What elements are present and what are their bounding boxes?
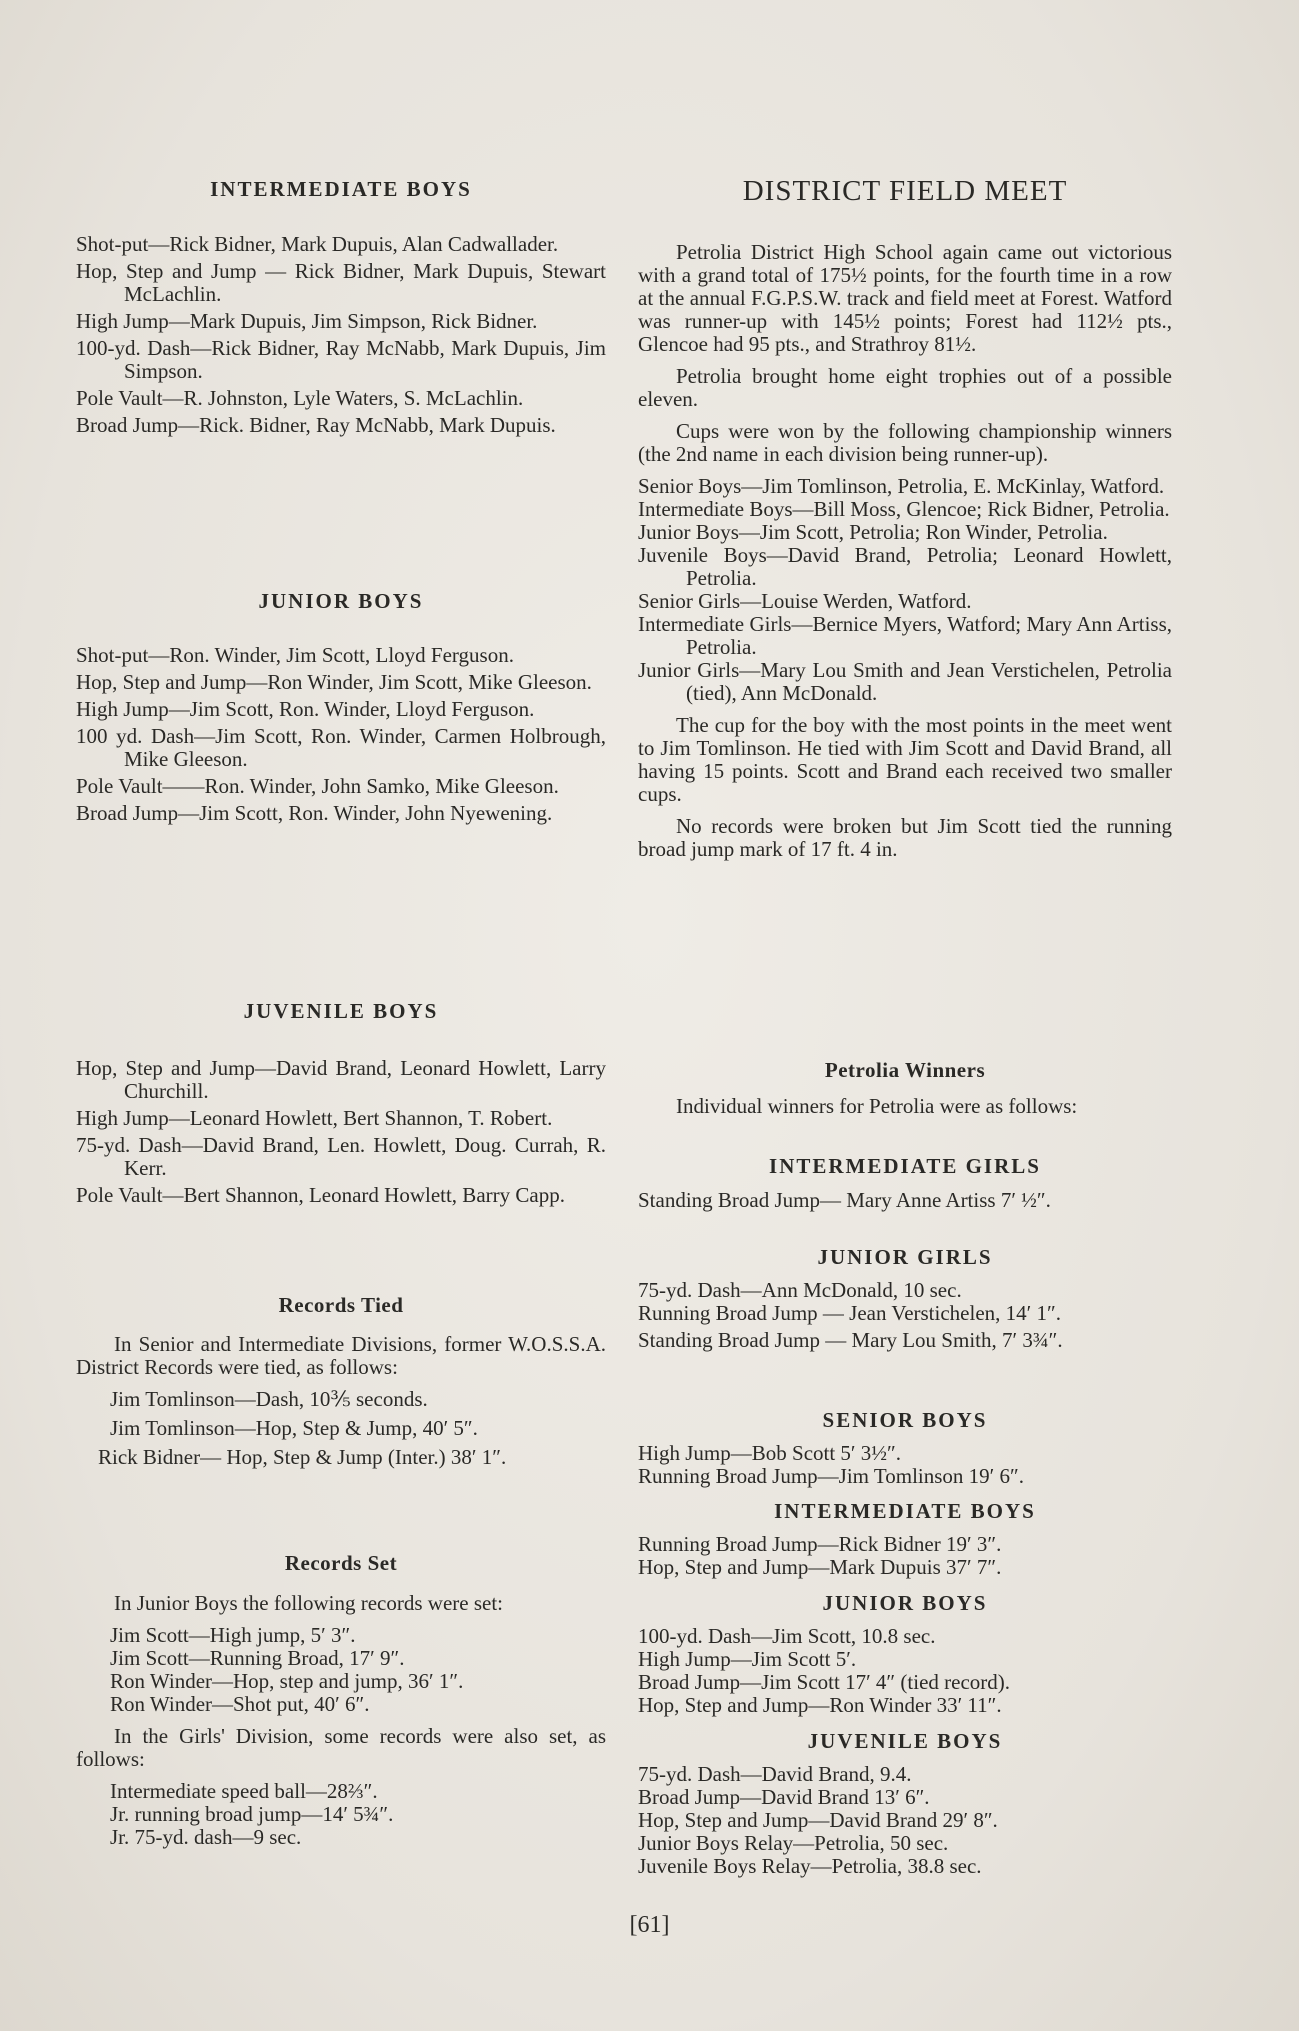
junior-girls-results <box>638 1279 1172 1352</box>
result-entry: High Jump—Leonard Howlett, Bert Shannon, T. Robert. <box>76 1106 553 1130</box>
champion-entry: Senior Boys—Jim Tomlinson, Petrolia, E. McKinlay, Watford. <box>638 474 1165 498</box>
result-entry: Shot-put—Rick Bidner, Mark Dupuis, Alan Cadwallader. <box>76 232 559 256</box>
section-heading: JUNIOR BOYS <box>822 1591 988 1615</box>
records-tied-list <box>76 1388 606 1469</box>
record-item: Jim Scott—Running Broad, 17′ 9″. <box>110 1646 405 1670</box>
junior-boys-petrolia-results <box>638 1625 1172 1717</box>
record-item: Jr. 75-yd. dash—9 sec. <box>110 1825 302 1849</box>
section-heading: Records Set <box>284 1551 398 1575</box>
section-heading: INTERMEDIATE GIRLS <box>769 1154 1041 1178</box>
result-entry: Running Broad Jump—Jim Tomlinson 19′ 6″. <box>638 1464 1025 1488</box>
junior-boys-results <box>76 644 606 829</box>
section-heading: INTERMEDIATE BOYS <box>774 1499 1036 1523</box>
champion-entry: Intermediate Girls—Bernice Myers, Watford; Mary Ann Artiss, Petrolia. <box>638 612 1172 659</box>
result-entry: 75-yd. Dash—David Brand, Len. Howlett, Doug. Currah, R. Kerr. <box>76 1133 606 1180</box>
juvenile-boys-results <box>76 1057 606 1211</box>
champion-entry: Juvenile Boys—David Brand, Petrolia; Leonard Howlett, Petrolia. <box>638 543 1172 590</box>
junior-boys-petrolia-section <box>638 1591 1172 1717</box>
result-entry: Pole Vault—Bert Shannon, Leonard Howlett, Barry Capp. <box>76 1183 565 1207</box>
record-item: Ron Winder—Hop, step and jump, 36′ 1″. <box>110 1669 464 1693</box>
result-entry: Juvenile Boys Relay—Petrolia, 38.8 sec. <box>638 1854 982 1878</box>
result-entry: Shot-put—Ron. Winder, Jim Scott, Lloyd Ferguson. <box>76 643 514 667</box>
section-heading: JUVENILE BOYS <box>243 999 439 1023</box>
result-entry: High Jump—Jim Scott 5′. <box>638 1647 857 1671</box>
section-heading: JUNIOR BOYS <box>258 589 424 613</box>
result-entry: 75-yd. Dash—David Brand, 9.4. <box>638 1762 912 1786</box>
result-entry: Pole Vault—R. Johnston, Lyle Waters, S. McLachlin. <box>76 386 524 410</box>
result-entry: High Jump—Bob Scott 5′ 3½″. <box>638 1441 902 1465</box>
records-set-list <box>76 1624 606 1716</box>
result-entry: Standing Broad Jump— Mary Anne Artiss 7′ ½″. <box>638 1188 1051 1212</box>
result-entry: 100 yd. Dash—Jim Scott, Ron. Winder, Carmen Holbrough, Mike Gleeson. <box>76 724 606 771</box>
champion-entry: Senior Girls—Louise Werden, Watford. <box>638 589 972 613</box>
record-item: Intermediate speed ball—28⅔″. <box>110 1779 378 1803</box>
paragraph: Individual winners for Petrolia were as follows: <box>676 1094 1078 1118</box>
petrolia-winners-section <box>638 1058 1172 1127</box>
result-entry: Running Broad Jump—Rick Bidner 19′ 3″. <box>638 1532 1002 1556</box>
result-entry: Hop, Step and Jump — Rick Bidner, Mark Dupuis, Stewart McLachlin. <box>76 259 606 306</box>
paragraph: In Senior and Intermediate Divisions, former W.O.S.S.A. District Records were tied, as follows: <box>76 1332 606 1379</box>
result-entry: Running Broad Jump — Jean Verstichelen, 14′ 1″. <box>638 1301 1061 1325</box>
result-entry: 100-yd. Dash—Jim Scott, 10.8 sec. <box>638 1624 936 1648</box>
record-item: Jim Scott—High jump, 5′ 3″. <box>110 1623 356 1647</box>
article-title: DISTRICT FIELD MEET <box>742 175 1068 207</box>
section-heading: SENIOR BOYS <box>822 1408 988 1432</box>
paragraph: In the Girls' Division, some records were also set, as follows: <box>76 1724 606 1771</box>
result-entry: Hop, Step and Jump—Ron Winder, Jim Scott, Mike Gleeson. <box>76 670 592 694</box>
result-entry: Broad Jump—Jim Scott, Ron. Winder, John Nyewening. <box>76 801 553 825</box>
records-set-section <box>76 1551 606 1576</box>
paragraph: The cup for the boy with the most points in the meet went to Jim Tomlinson. He tied with Jim Scott and David Brand, all having 15 points. Scott and Brand each received two smaller cups. <box>638 713 1172 806</box>
result-entry: Hop, Step and Jump—David Brand 29′ 8″. <box>638 1808 998 1832</box>
girls-records-list <box>76 1780 606 1849</box>
records-set-body <box>76 1592 606 1849</box>
juvenile-boys-section <box>76 999 606 1024</box>
champion-entry: Junior Girls—Mary Lou Smith and Jean Verstichelen, Petrolia (tied), Ann McDonald. <box>638 658 1172 705</box>
champion-entry: Junior Boys—Jim Scott, Petrolia; Ron Winder, Petrolia. <box>638 520 1108 544</box>
junior-boys-section <box>76 589 606 614</box>
result-entry: Hop, Step and Jump—Mark Dupuis 37′ 7″. <box>638 1555 1002 1579</box>
records-tied-section <box>76 1293 606 1318</box>
section-heading: INTERMEDIATE BOYS <box>210 177 472 201</box>
result-entry: Standing Broad Jump — Mary Lou Smith, 7′ 3¾″. <box>638 1328 1063 1352</box>
champions-list <box>638 475 1172 705</box>
senior-boys-section <box>638 1408 1172 1488</box>
record-item: Ron Winder—Shot put, 40′ 6″. <box>110 1692 370 1716</box>
result-entry: High Jump—Mark Dupuis, Jim Simpson, Rick Bidner. <box>76 309 538 333</box>
intermediate-girls-section <box>638 1154 1172 1216</box>
intermediate-boys-petrolia-section <box>638 1499 1172 1579</box>
result-entry: 100-yd. Dash—Rick Bidner, Ray McNabb, Mark Dupuis, Jim Simpson. <box>76 336 606 383</box>
article-title-block <box>638 175 1172 208</box>
juvenile-boys-petrolia-results <box>638 1763 1172 1878</box>
paragraph: Cups were won by the following championship winners (the 2nd name in each division being runner-up). <box>638 419 1172 466</box>
paragraph: Petrolia District High School again came out victorious with a grand total of 175½ points, for the fourth time in a row at the annual F.G.P.S.W. track and field meet at Forest. Watford was runner-up with 145½ points; Forest had 112½ pts., Glencoe had 95 pts., and Strathroy 81½. <box>638 240 1172 356</box>
result-entry: Broad Jump—Rick. Bidner, Ray McNabb, Mark Dupuis. <box>76 413 556 437</box>
result-entry: High Jump—Jim Scott, Ron. Winder, Lloyd Ferguson. <box>76 697 535 721</box>
article-intro <box>638 241 1172 870</box>
page-number: [61] <box>629 1912 670 1938</box>
result-entry: 75-yd. Dash—Ann McDonald, 10 sec. <box>638 1278 962 1302</box>
record-item: Jim Tomlinson—Dash, 10⅗ seconds. <box>110 1387 428 1411</box>
paragraph: Petrolia brought home eight trophies out of a possible eleven. <box>638 364 1172 411</box>
paragraph: No records were broken but Jim Scott tied the running broad jump mark of 17 ft. 4 in. <box>638 814 1172 861</box>
section-heading: Petrolia Winners <box>824 1058 986 1082</box>
record-item: Rick Bidner— Hop, Step & Jump (Inter.) 38′ 1″. <box>98 1445 507 1469</box>
juvenile-boys-petrolia-section <box>638 1729 1172 1878</box>
senior-boys-results <box>638 1442 1172 1488</box>
result-entry: Junior Boys Relay—Petrolia, 50 sec. <box>638 1831 949 1855</box>
result-entry: Broad Jump—Jim Scott 17′ 4″ (tied record). <box>638 1670 1011 1694</box>
result-entry: Pole Vault——Ron. Winder, John Samko, Mike Gleeson. <box>76 774 559 798</box>
paragraph: In Junior Boys the following records were set: <box>114 1591 504 1615</box>
intermediate-boys-section <box>76 177 606 202</box>
result-entry: Hop, Step and Jump—David Brand, Leonard Howlett, Larry Churchill. <box>76 1056 606 1103</box>
section-heading: JUNIOR GIRLS <box>817 1245 993 1269</box>
record-item: Jim Tomlinson—Hop, Step & Jump, 40′ 5″. <box>110 1416 478 1440</box>
intermediate-boys-petrolia-results <box>638 1533 1172 1579</box>
junior-girls-section <box>638 1245 1172 1356</box>
result-entry: Broad Jump—David Brand 13′ 6″. <box>638 1785 930 1809</box>
record-item: Jr. running broad jump—14′ 5¾″. <box>110 1802 394 1826</box>
intermediate-boys-results <box>76 233 606 441</box>
champion-entry: Intermediate Boys—Bill Moss, Glencoe; Rick Bidner, Petrolia. <box>638 497 1170 521</box>
section-heading: Records Tied <box>278 1293 404 1317</box>
records-tied-body <box>76 1333 606 1475</box>
section-heading: JUVENILE BOYS <box>807 1729 1003 1753</box>
result-entry: Hop, Step and Jump—Ron Winder 33′ 11″. <box>638 1693 1002 1717</box>
